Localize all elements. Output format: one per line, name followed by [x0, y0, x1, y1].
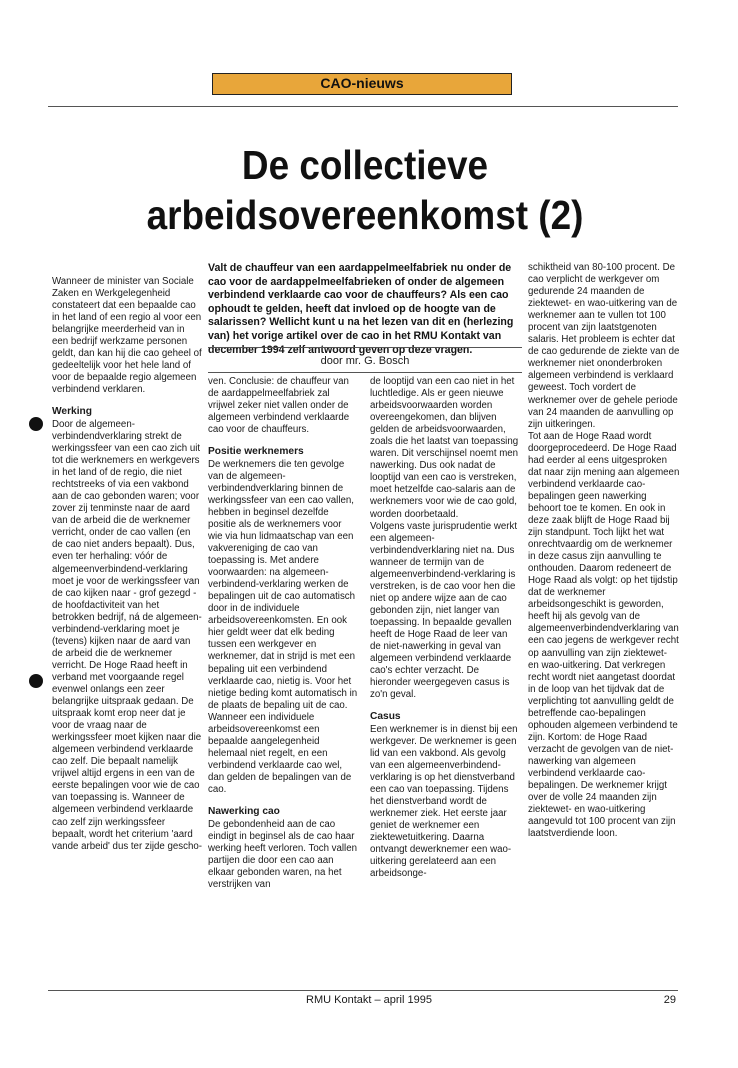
subheading-positie-werknemers: Positie werknemers: [208, 446, 304, 458]
byline: door mr. G. Bosch: [320, 355, 410, 367]
paragraph: Volgens vaste jurisprudentie werkt een algemeen-verbindendverklaring niet na. Dus wanneer de termijn van de algemeenverbindend-verklaring is verstreken, is de cao voor hen die niet op andere wijze aan de cao gebonden zijn, niet langer van toepassing. In bepaalde gevallen heeft de Hoge Raad de leer van de niet-nawerking in geval van algemeen verbindend verklaarde cao's echter verzacht. De hieronder weergegeven casus is zo'n geval.: [370, 520, 518, 701]
subheading-werking: Werking: [52, 406, 93, 418]
paragraph: ven. Conclusie: de chauffeur van de aardappelmeelfabriek zal vrijwel zeker niet vallen onder de algemeen verbindend verklaarde cao voor de chauffeurs.: [208, 376, 350, 436]
footer-publication: RMU Kontakt – april 1995: [306, 994, 432, 1006]
title-line-2: arbeidsovereenkomst (2): [146, 192, 584, 238]
title-line-1: De collectieve: [241, 142, 489, 188]
subheading-nawerking-cao: Nawerking cao: [208, 806, 280, 818]
byline-rule: [208, 372, 522, 373]
column-4: [528, 262, 680, 840]
paragraph: Door de algemeen-verbindendverklaring strekt de werkingssfeer van een cao zich uit tot die werknemers en werkgevers in het land of de regio, die niet rechtstreeks of via een vakbond aan de cao gebonden waren; voor zover zij tenminste naar de aard van de arbeid die de werknemer verricht, onder de cao vallen (en de cao niet anders bepaalt). Dus, even ter herhaling: vóór de algemeenverbindend-verklaring moet je voor de werkingssfeer van de cao kijken naar - grof gezegd - de hoofdactiviteit van het betrokken bedrijf, ná de algemeen-verbindend-verklaring moet je (tevens) kijken naar de aard van de arbeid die de werknemer verricht. De Hoge Raad heeft in verband met voorgaande regel evenwel onlangs een zeer belangrijke uitspraak gedaan. De uitspraak komt erop neer dat je voor de vraag naar de werkingssfeer moet kijken naar die algemeen verbindend verklaarde cao zelf. Die bepaalt namelijk vrijwel altijd ergens in een van de eerste bepalingen voor wie de cao van toepassing is. Wanneer de algemeen verbindend verklaarde cao zelf zijn werkingssfeer bepaalt, wordt het criterium 'aard vande arbeid' dus ter zijde gescho-: [52, 418, 202, 852]
margin-bullet: [29, 674, 43, 688]
intro-rule: [208, 347, 522, 348]
paragraph: de looptijd van een cao niet in het luchtledige. Als er geen nieuwe arbeidsvoorwaarden worden overeengekomen, dan blijven gelden de arbeidsvoorwaarden, zoals die het laatst van toepassing waren. Dit verschijnsel noemt men nawerking. Dus ook nadat de looptijd van een cao is verstreken, moet hetzelfde cao-salaris aan de werknemers voor wie de cao gold, worden doorbetaald.: [370, 376, 519, 520]
footer-rule: [48, 990, 678, 991]
margin-bullet: [29, 417, 43, 431]
section-tag: CAO-nieuws: [212, 73, 512, 95]
column-3: [370, 376, 520, 880]
subheading-casus: Casus: [370, 711, 401, 723]
article-intro: Valt de chauffeur van een aardappelmeelfabriek nu onder de cao voor de aardappelmeelfabrieken of onder de algemeen verbindend verklaarde cao voor de chauffeurs? Als een cao ophoudt te gelden, heeft dat invloed op de hoogte van de salarissen? Wellicht kunt u na het lezen van dit en (herlezing van) het vorige artikel over de cao in het RMU Kontakt van december 1994 zelf antwoord geven op deze vragen.: [208, 262, 514, 356]
page-number: 29: [663, 994, 676, 1006]
paragraph: De gebondenheid aan de cao eindigt in beginsel als de cao haar werking heeft verloren. Toch vallen partijen die door een cao aan elkaar gebonden waren, na het verstrijken van: [208, 818, 357, 890]
paragraph: Wanneer de minister van Sociale Zaken en Werkgelegenheid constateert dat een bepaalde cao in het land of een regio al voor een belangrijke meerderheid van in een bedrijf werkzame personen geldt, dan kan hij die cao geheel of gedeeltelijk voor het hele land of voor de bepaalde regio algemeen verbindend verklaren.: [52, 276, 202, 396]
paragraph: De werknemers die ten gevolge van de algemeen-verbindendverklaring binnen de werkingssfeer van een cao vallen, hebben in beginsel dezelfde positie als de werknemers voor wie via hun lidmaatschap van een vakvereniging de cao van toepassing is. Met andere voorwaarden: na algemeen-verbindend-verklaring werken de bepalingen uit de cao automatisch door in de individuele arbeidsovereenkomsten. En ook hier geldt weer dat elk beding tussen een werkgever en werknemer, dat in strijd is met een bepaling uit een verbindend verklaarde cao, nietig is. Voor het nietige beding komt automatisch in de plaats de bepaling uit de cao. Wanneer een individuele arbeidsovereenkomst een bepaalde aangelegenheid helemaal niet regelt, en een verbindend verklaarde cao wel, dan gelden de bepalingen van de cao.: [208, 458, 358, 795]
paragraph: Een werknemer is in dienst bij een werkgever. De werknemer is geen lid van een vakbond. Als gevolg van een algemeenverbindend- verklaring is op het dienstverband een cao van toepassing. Tijdens het dienstverband wordt de werknemer ziek. Het eerste jaar geniet de werknemer een ziektewetuitkering. Daarna ontvangt dewerknemer een wao-uitkering gerelateerd aan een arbeidsonge-: [370, 723, 518, 880]
paragraph: Tot aan de Hoge Raad wordt doorgeprocedeerd. De Hoge Raad had eerder al eens uitgesproken dat naar zijn mening aan algemeen verbindend verklaarde cao-bepalingen geen nawerking behoort toe te komen. En ook in deze zaak blijft de Hoge Raad bij zijn standpunt. Toch lijkt het wat onrechtvaardig om de werknemer in deze casus zijn aanvulling te onthouden. Daarom redeneert de Hoge Raad als volgt: op het tijdstip dat de werknemer arbeidsongeschikt is geworden, heeft hij als gevolg van de algemeenverbindendverklaring van een cao jegens de werkgever recht op aanvulling van zijn ziektewet- en wao-uitkering. Dat verkregen recht wordt niet aangetast doordat in de loop van het tijdvak dat de verplichting tot aanvulling geldt de betreffende cao-bepalingen ophouden algemeen verbindend te zijn. Kortom: de Hoge Raad verzacht de gevolgen van de niet-nawerking van algemeen verbindend verklaarde cao-bepalingen. De werknemer krijgt over de volle 24 maanden zijn ziektewet- en wao-uitkering aangevuld tot 100 procent van zijn laatstverdiende loon.: [528, 430, 680, 840]
paragraph: schiktheid van 80-100 procent. De cao verplicht de werkgever om gedurende 24 maanden de ziektewet- en wao-uitkering van de werknemer aan te vullen tot 100 procent van zijn laatstgenoten salaris. Het probleem is echter dat de cao gedurende de ziekte van de werknemer niet ononderbroken algemeen verbindend is verklaard geweest. Toch vordert de werknemer over de gehele periode van 24 maanden de aanvulling op zijn uitkeringen.: [528, 262, 680, 430]
column-2: [208, 376, 358, 891]
column-1: [52, 276, 202, 853]
top-rule: [48, 106, 678, 107]
article-title: [73, 140, 658, 240]
